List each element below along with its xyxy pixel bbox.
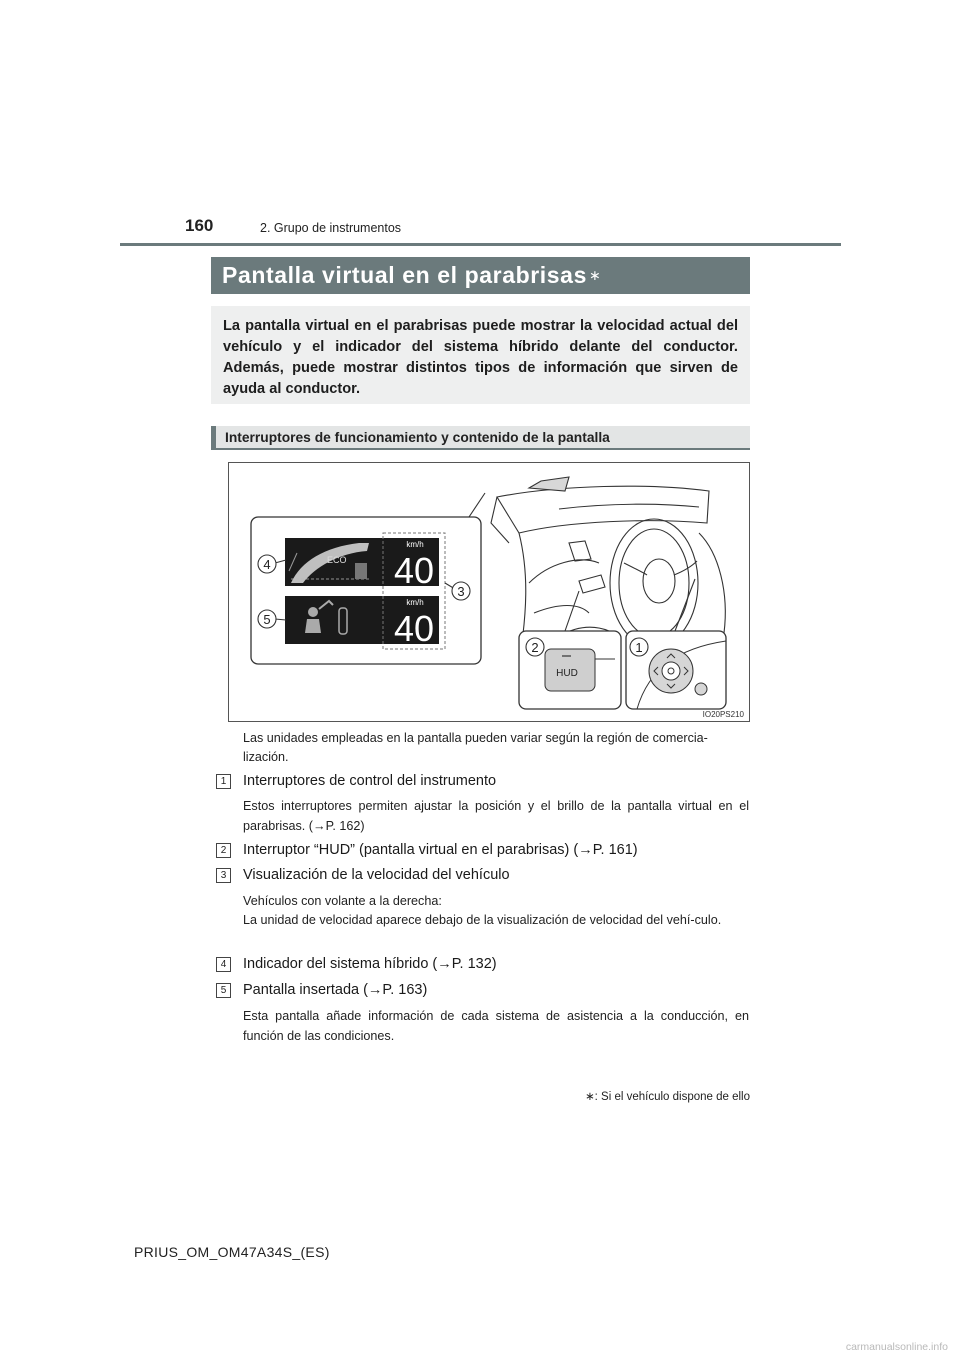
watermark: carmanualsonline.info bbox=[845, 1341, 948, 1353]
item-label-2: Interruptor “HUD” (pantalla virtual en el parabrisas) (→P. 161) bbox=[243, 842, 638, 858]
item-desc-1: Estos interruptores permiten ajustar la posición y el brillo de la pantalla virtual en el parabrisas. (→P. 162) bbox=[243, 799, 749, 833]
item-desc-3-line1: Vehículos con volante a la derecha: bbox=[243, 894, 442, 908]
item-number-2: 2 bbox=[216, 843, 231, 858]
eco-label: ECO bbox=[327, 555, 347, 565]
footnote: ∗: Si el vehículo dispone de ello bbox=[585, 1091, 750, 1103]
item-label-3: Visualización de la velocidad del vehículo bbox=[243, 867, 510, 883]
item-number-3: 3 bbox=[216, 868, 231, 883]
speed-value-top: 40 bbox=[393, 550, 435, 591]
chapter-title: 2. Grupo de instrumentos bbox=[260, 221, 402, 235]
page-number: 160 bbox=[185, 216, 214, 235]
item-number-5: 5 bbox=[216, 983, 231, 998]
item-label-4: Indicador del sistema híbrido (→P. 132) bbox=[243, 956, 497, 972]
unit-note: Las unidades empleadas en la pantalla pueden variar según la región de comercia-lización. bbox=[243, 731, 708, 764]
item-number-1: 1 bbox=[216, 774, 231, 789]
hud-switch-label: HUD bbox=[556, 668, 578, 679]
item-number-4: 4 bbox=[216, 957, 231, 972]
intro-box: La pantalla virtual en el parabrisas puede mostrar la velocidad actual del vehículo y el indicador del sistema híbrido delante del conductor. Además, puede mostrar distintos tipos de información que sirven de ayuda al conductor. bbox=[211, 306, 750, 404]
callout-5: 5 bbox=[263, 612, 271, 627]
figure-code: IO20PS210 bbox=[702, 710, 744, 719]
section-title-text: Pantalla virtual en el parabrisas bbox=[222, 262, 587, 288]
speed-value-bottom: 40 bbox=[393, 608, 435, 649]
speed-unit-top: km/h bbox=[406, 540, 424, 549]
callout-1: 1 bbox=[635, 640, 643, 655]
item-label-5: Pantalla insertada (→P. 163) bbox=[243, 982, 428, 998]
item-desc-5: Esta pantalla añade información de cada sistema de asistencia a la conducción, en función de las condiciones. bbox=[243, 1009, 749, 1043]
footnote-marker: ∗ bbox=[588, 267, 602, 283]
item-label-1: Interruptores de control del instrumento bbox=[243, 773, 497, 789]
subsection-title: Interruptores de funcionamiento y contenido de la pantalla bbox=[225, 430, 610, 445]
dashboard-illustration bbox=[229, 463, 749, 721]
figure-illustration bbox=[228, 462, 750, 722]
header-rule bbox=[120, 243, 841, 246]
item-desc-3-line2: La unidad de velocidad aparece debajo de la visualización de velocidad del vehí-culo. bbox=[243, 913, 722, 927]
callout-4: 4 bbox=[263, 557, 271, 572]
subsection-marker bbox=[211, 426, 216, 450]
callout-3: 3 bbox=[457, 584, 465, 599]
section-title bbox=[211, 257, 750, 294]
speed-unit-bottom: km/h bbox=[406, 598, 424, 607]
callout-2: 2 bbox=[531, 640, 539, 655]
subsection-header bbox=[211, 426, 750, 450]
footer-document-id: PRIUS_OM_OM47A34S_(ES) bbox=[134, 1244, 330, 1260]
